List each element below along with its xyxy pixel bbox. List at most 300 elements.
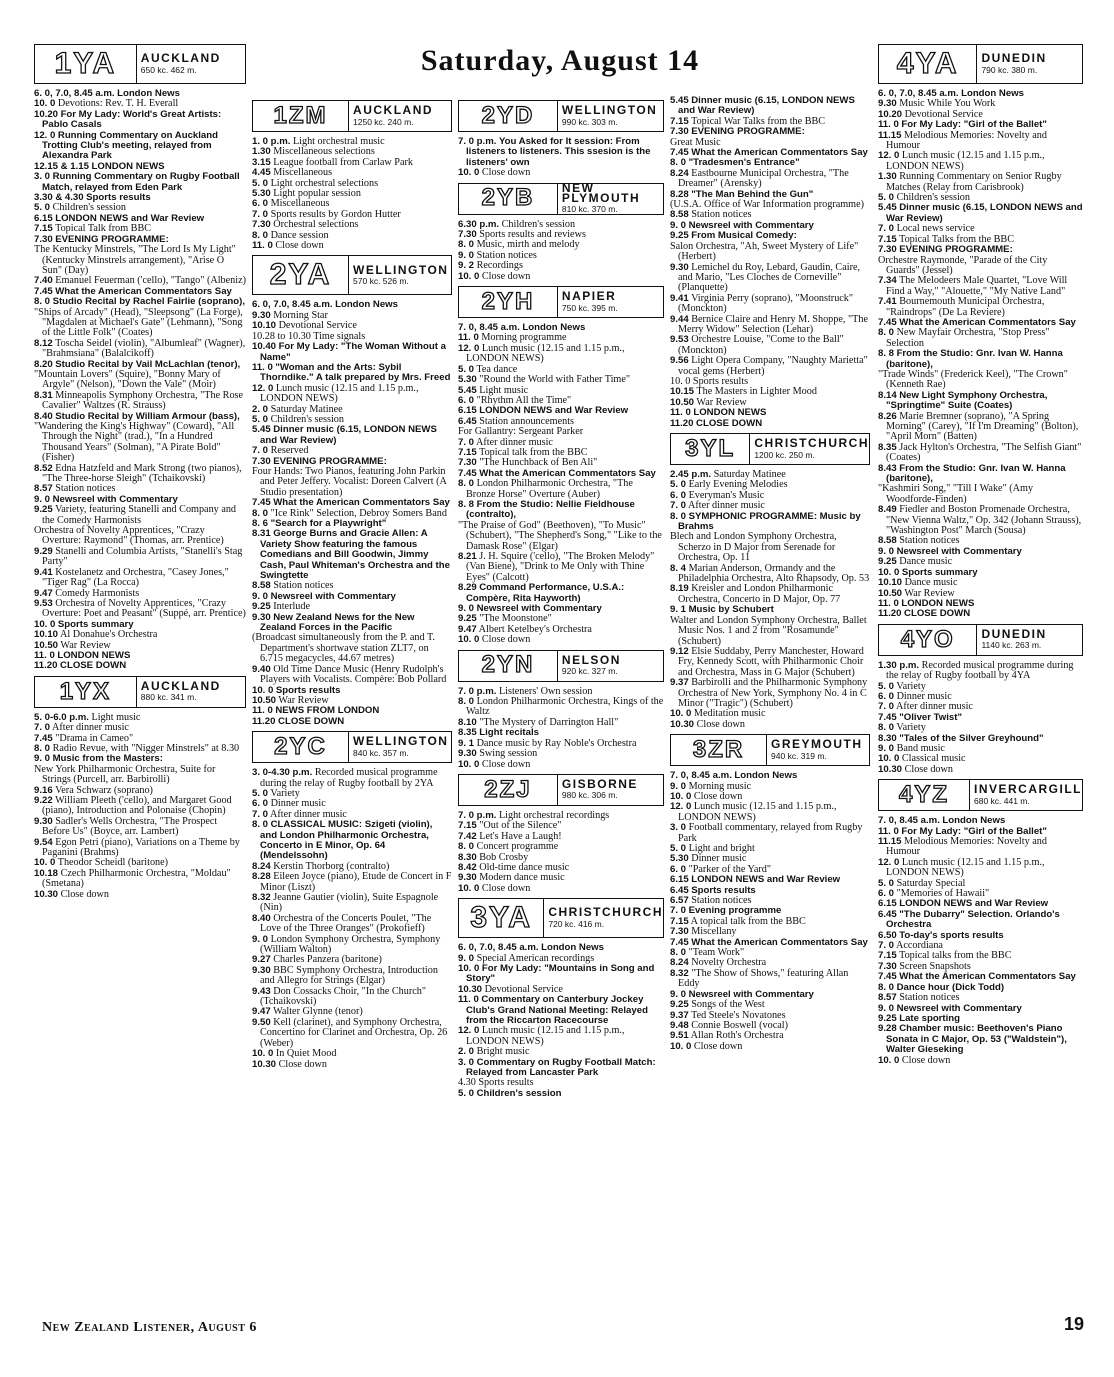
- program-time: 10.50: [252, 694, 277, 706]
- program-description: Don Cossacks Choir, "In the Church" (Tchaikovski): [260, 985, 427, 1008]
- program-description: After dinner music: [476, 436, 553, 448]
- program-description: "Oliver Twist": [899, 711, 963, 723]
- program-time: 10.30: [670, 718, 695, 730]
- program-description: Sports summary: [901, 566, 978, 578]
- program-time: 10.30: [458, 983, 483, 995]
- program-description: Morning music: [688, 780, 752, 792]
- station-header-2yc: [252, 731, 452, 763]
- program-description: Saturday Matinee: [270, 403, 343, 415]
- program-time: 9. 0: [670, 219, 687, 231]
- program-time: 8.20: [34, 358, 53, 370]
- program-time: 11. 0: [458, 994, 479, 1006]
- program-description: Walter and London Symphony Orchestra, Ballet Music Nos. 1 and 2 from "Rosamunde" (Schubert): [670, 614, 867, 647]
- program-time: 7.30: [458, 229, 477, 241]
- program-time: 8.32: [670, 967, 689, 979]
- program-entry: [34, 869, 246, 890]
- program-time: 8.29: [458, 582, 477, 594]
- program-description: Close down: [60, 888, 109, 900]
- program-time: 8. 0: [878, 981, 895, 993]
- program-description: Sadler's Wells Orchestra, "The Prospect Before Us" (Boyce, arr. Lambert): [42, 815, 218, 838]
- program-time: 9.30: [252, 611, 271, 623]
- program-entry: [252, 935, 452, 956]
- program-description: Egon Petri (piano), Variations on a Theme by Paganini (Brahms): [42, 836, 240, 859]
- program-time: 7. 0: [252, 445, 269, 457]
- program-time: 11. 0: [878, 825, 899, 837]
- program-description: Miscellaneous selections: [273, 146, 375, 158]
- station-info: [558, 101, 663, 131]
- program-time: 6. 0, 7.0, 8.45 a.m.: [878, 88, 959, 99]
- column-1: [34, 40, 246, 900]
- station-header-4yo: [878, 624, 1083, 656]
- program-time: 7.41: [878, 296, 897, 308]
- program-description: Marie Bremner (soprano), "A Spring Morning" (Carey), "If I'm Dreaming" (Bolton), "April Morn" (Batten): [886, 410, 1079, 443]
- program-description: After dinner music: [896, 701, 973, 713]
- program-time: 7.30: [878, 244, 897, 256]
- program-time: 2.45 p.m.: [670, 469, 712, 480]
- program-time: 9.51: [670, 1030, 689, 1042]
- program-time: 6.50: [878, 929, 897, 941]
- program-description: Running Commentary on Auckland Trotting Club's meeting, relayed from Alexandra Park: [42, 129, 218, 162]
- program-time: 12. 0: [878, 150, 900, 162]
- program-entry: [670, 335, 870, 356]
- program-description: Late sporting: [899, 1012, 960, 1024]
- program-description: Miscellany: [691, 926, 737, 938]
- program-description: Light popular session: [273, 188, 361, 200]
- program-time: 7.15: [878, 950, 897, 962]
- program-time: 9. 0: [252, 933, 269, 945]
- program-time: 8.42: [458, 861, 477, 873]
- program-description: Station notices: [273, 580, 334, 592]
- station-header-2zj: [458, 774, 664, 806]
- program-description: London Philharmonic Orchestra, Kings of the Waltz: [466, 696, 664, 718]
- program-description: Light Opera Company, "Naughty Marietta" vocal gems (Herbert): [678, 355, 868, 377]
- program-entry: [34, 661, 246, 671]
- program-description: J. H. Squire ('cello), "The Broken Melody" (Van Biene), "Drink to Me Only with Thine Eyes" (Calcott): [466, 551, 655, 583]
- station-call-sign: 4YZ: [879, 780, 970, 810]
- program-time: 9. 0: [878, 742, 895, 754]
- program-time: 5. 0: [878, 877, 895, 889]
- program-time: 8.31: [34, 389, 53, 401]
- program-description: Music by Schubert: [688, 604, 774, 616]
- program-description: Let's Have a Laugh!: [479, 830, 562, 842]
- program-description: "Wandering the King's Highway" (Coward), "All Through the Night" (trad.), "In a Hundred Thousand Years" (Solman), "A Pirate Bold" (Fisher): [34, 421, 235, 464]
- program-description: Newsreel with Commentary: [896, 1002, 1022, 1014]
- station-frequency: 1250 kc. 240 m.: [353, 116, 414, 127]
- program-description: Topical Talk from BBC: [55, 223, 152, 235]
- program-time: 5. 0: [34, 202, 51, 214]
- program-time: 8. 8: [458, 498, 475, 510]
- program-description: LONDON NEWS and War Review: [55, 212, 205, 224]
- program-description: War Review: [696, 396, 747, 408]
- program-description: Dinner music (6.15, LONDON NEWS and War Review): [260, 424, 437, 446]
- program-time: 9.56: [670, 355, 689, 367]
- program-time: 6. 0: [670, 489, 687, 501]
- program-description: League football from Carlaw Park: [273, 156, 413, 168]
- program-time: 9. 0: [458, 249, 475, 261]
- program-description: Evening programme: [688, 905, 782, 917]
- program-description: Modern dance music: [479, 872, 565, 884]
- program-time: 7. 0: [34, 722, 51, 734]
- program-description: Kerstin Thorborg (contralto): [273, 860, 390, 872]
- program-time: 9.53: [670, 334, 689, 346]
- program-time: 7.30: [458, 457, 477, 469]
- program-description: Meditation music: [693, 708, 766, 720]
- program-entry: [34, 422, 246, 464]
- program-description: Morning programme: [481, 332, 567, 344]
- station-info: [977, 625, 1082, 655]
- program-time: 7. 0: [670, 905, 687, 917]
- program-time: 8.49: [878, 504, 897, 516]
- program-entry: [458, 760, 664, 770]
- program-time: 5.45: [458, 384, 477, 396]
- column-2: [252, 96, 452, 1070]
- program-time: 8.58: [878, 535, 897, 547]
- program-time: 7. 0, 8.45 a.m.: [458, 322, 520, 334]
- program-entry: [34, 599, 246, 620]
- program-description: Bournemouth Municipal Orchestra, "Raindrops" (De La Reviere): [886, 296, 1045, 318]
- program-time: 8.24: [670, 957, 689, 969]
- program-time: 5. 0: [458, 363, 475, 375]
- program-time: 8. 0: [878, 327, 895, 339]
- program-time: 10. 0: [34, 618, 56, 630]
- station-header-1ya: [34, 44, 246, 84]
- program-entry: [878, 172, 1083, 193]
- program-time: 9.16: [34, 784, 53, 796]
- program-description: Theodor Scheidl (baritone): [57, 857, 169, 869]
- station-info: [349, 256, 451, 294]
- program-time: 1.30: [878, 171, 897, 183]
- program-entry: [670, 616, 870, 647]
- page-number: 19: [1063, 1314, 1084, 1334]
- program-description: LONDON NEWS: [901, 597, 975, 609]
- program-time: 6.45: [670, 884, 689, 896]
- program-description: Lunch music (12.15 and 1.15 p.m., LONDON NEWS): [260, 382, 419, 405]
- station-frequency: 920 kc. 327 m.: [561, 666, 618, 677]
- program-entry: [34, 110, 246, 131]
- program-time: 12. 0: [34, 129, 56, 141]
- program-time: 8.40: [34, 410, 53, 422]
- program-description: Bernice Claire and Henry M. Shoppe, "The Merry Widow" Selection (Lehar): [678, 313, 868, 335]
- program-entry: [878, 203, 1083, 224]
- program-time: 10. 0: [670, 1040, 692, 1052]
- program-time: 5.30: [458, 374, 477, 386]
- program-time: 7.30: [878, 960, 897, 972]
- program-description: "The Praise of God" (Beethoven), "To Music" (Schubert), "The Shepherd's Song," "Like to the Damask Rose" (Elgar): [458, 519, 662, 552]
- program-time: 8.58: [252, 580, 271, 592]
- program-description: Topical talks from the BBC: [899, 950, 1012, 962]
- program-entry: [458, 500, 664, 521]
- station-call-sign: 4YO: [879, 625, 977, 655]
- program-description: Bright music: [476, 1046, 530, 1058]
- program-description: War Review: [60, 639, 111, 651]
- station-call-sign: 2YB: [459, 184, 558, 214]
- station-frequency: 680 kc. 441 m.: [974, 795, 1030, 806]
- station-city: AUCKLAND: [353, 103, 434, 118]
- program-time: 8. 6: [252, 518, 269, 529]
- program-time: 8. 0: [458, 696, 475, 708]
- program-entry: [878, 370, 1083, 391]
- program-time: 5.30: [670, 853, 689, 865]
- program-time: 9. 1: [458, 737, 475, 749]
- program-time: 6.45: [458, 415, 477, 427]
- program-description: Vera Schwarz (soprano): [55, 784, 153, 796]
- program-description: London News: [942, 815, 1006, 827]
- program-entry: [670, 169, 870, 190]
- program-description: Newsreel with Commentary: [52, 493, 178, 505]
- program-description: Light music: [479, 384, 529, 396]
- program-description: Blech and London Symphony Orchestra, Scherzo in D Major from Serenade for Orchestra, Op. 11: [670, 531, 837, 564]
- program-description: Close down: [901, 1054, 951, 1066]
- program-time: 9.47: [34, 587, 53, 599]
- program-entry: [670, 647, 870, 678]
- program-time: 10.30: [34, 888, 59, 900]
- program-time: 6. 0, 7.0, 8.45 a.m.: [458, 942, 539, 954]
- program-time: 7. 0 p.m.: [458, 136, 497, 147]
- program-time: 9.54: [34, 836, 53, 848]
- program-description: War Review: [904, 587, 955, 599]
- program-description: For My Lady: "Mountains in Song and Story": [466, 962, 655, 985]
- program-time: 8. 0: [34, 742, 51, 754]
- station-city: INVERCARGILL: [974, 782, 1082, 797]
- program-description: Screen Snapshots: [899, 960, 971, 972]
- program-description: Station announcements: [479, 415, 575, 427]
- program-description: "Mountain Lovers" (Squire), "Bonny Mary of Argyle" (Nelson), "Down the Vale" (Moir): [34, 368, 221, 391]
- program-description: Songs of the West: [691, 999, 765, 1011]
- program-entry: [458, 635, 664, 645]
- station-frequency: 790 kc. 380 m.: [981, 64, 1038, 75]
- program-description: Close down: [696, 718, 745, 730]
- program-description: For My Lady: "Girl of the Ballet": [901, 119, 1047, 131]
- program-time: 9.30: [670, 261, 689, 273]
- program-entry: [252, 966, 452, 987]
- program-time: 7.30: [670, 926, 689, 938]
- program-time: 7.30: [252, 455, 271, 467]
- program-time: 10. 0: [458, 270, 480, 282]
- program-entry: [252, 987, 452, 1008]
- program-description: Newsreel with Commentary: [270, 590, 396, 602]
- program-description: Swing session: [479, 748, 538, 760]
- program-entry: [670, 969, 870, 990]
- program-time: 9.47: [458, 623, 477, 635]
- program-entry: [878, 910, 1083, 931]
- program-time: 8. 0: [878, 722, 895, 734]
- station-header-4yz: [878, 779, 1083, 811]
- station-info: [349, 732, 451, 762]
- program-description: Orchestra of Novelty Apprentices, "Crazy Overture: Raymond" (Thomas, arr. Prentice): [34, 525, 224, 547]
- program-time: 6. 0: [878, 888, 895, 900]
- program-description: Al Donahue's Orchestra: [60, 629, 158, 641]
- program-time: 8. 8: [878, 348, 895, 360]
- program-description: Studio Recital by William Armour (bass),: [55, 410, 240, 422]
- program-time: 7.45: [34, 732, 53, 744]
- program-time: 9.30: [458, 748, 477, 760]
- program-entry: [878, 484, 1083, 505]
- station-info: [558, 651, 663, 681]
- program-time: 10.30: [252, 1058, 277, 1070]
- program-time: 9. 0: [34, 493, 51, 505]
- column-4: [670, 96, 870, 1052]
- program-description: Albert Ketelbey's Orchestra: [478, 623, 592, 635]
- program-time: 10. 0: [878, 1054, 900, 1066]
- program-description: Variety, featuring Stanelli and Company and the Comedy Harmonists: [42, 504, 237, 526]
- station-header-4ya: [878, 44, 1083, 84]
- program-description: CLASSICAL MUSIC: Szigeti (violin), and London Philharmonic Orchestra, Concerto in E Minor, Op. 64 (Mendelssohn): [260, 819, 433, 862]
- program-time: 7.15: [34, 223, 53, 235]
- program-description: "The Hunchback of Ben Ali": [479, 457, 598, 469]
- station-header-2yh: [458, 286, 664, 318]
- program-description: Recorded musical programme during the relay of Rugby football by 2YA: [260, 767, 438, 789]
- program-time: 7. 0: [878, 223, 895, 235]
- program-time: 6.15: [34, 212, 53, 224]
- program-description: Sports results: [275, 684, 341, 696]
- program-description: SYMPHONIC PROGRAMME: Music by Brahms: [678, 510, 861, 533]
- program-time: 9.53: [34, 597, 53, 609]
- program-description: Close down: [481, 882, 531, 894]
- program-time: 4.45: [252, 167, 271, 179]
- program-description: Lunch music (12.15 and 1.15 p.m., LONDON NEWS): [886, 856, 1045, 879]
- program-entry: [252, 914, 452, 935]
- program-description: Dinner music: [691, 853, 747, 865]
- program-description: Children's session: [896, 192, 970, 204]
- program-time: 10.20: [878, 108, 903, 120]
- program-time: 5. 0: [252, 177, 269, 189]
- program-description: Virginia Perry (soprano), "Moonstruck" (Monckton): [678, 292, 854, 315]
- program-time: 7.45: [670, 147, 689, 159]
- program-time: 9.30: [252, 309, 271, 321]
- program-time: 7. 0: [878, 940, 895, 952]
- program-entry: [34, 172, 246, 193]
- program-description: Walter Glynne (tenor): [273, 1006, 363, 1018]
- program-description: London Symphony Orchestra, Symphony (William Walton): [260, 933, 441, 956]
- program-time: 8. 0: [458, 478, 475, 490]
- program-description: Charles Panzera (baritone): [273, 954, 382, 966]
- program-description: For My Lady: "Girl of the Ballet": [901, 825, 1047, 837]
- program-time: 6.45: [878, 908, 897, 920]
- program-description: Interlude: [273, 601, 311, 613]
- program-time: 9. 2: [458, 260, 475, 272]
- program-time: 9.43: [252, 985, 271, 997]
- program-time: 5. 0: [670, 479, 687, 491]
- program-entry: [670, 96, 870, 117]
- program-time: 11. 0: [458, 332, 479, 344]
- program-description: Emanuel Feuerman ('cello), "Tango" (Albeniz): [55, 275, 246, 287]
- program-time: 9.25: [458, 613, 477, 625]
- program-entry: [458, 137, 664, 168]
- program-description: Station notices: [691, 895, 752, 907]
- program-time: 3. 0: [34, 171, 51, 183]
- program-entry: [252, 872, 452, 893]
- program-time: 9.27: [252, 954, 271, 966]
- program-time: 5.30: [252, 188, 271, 200]
- program-time: 10.10: [34, 629, 59, 641]
- program-description: 10.28 to 10.30 Time signals: [252, 330, 366, 342]
- program-entry: [670, 584, 870, 605]
- program-time: 5.45: [252, 424, 271, 436]
- program-entry: [878, 765, 1083, 775]
- program-description: Everyman's Music: [688, 489, 765, 501]
- program-time: 5. 0: [458, 1087, 475, 1099]
- program-description: "The Dubarry" Selection. Orlando's Orchestra: [886, 908, 1060, 931]
- station-info: [767, 735, 869, 765]
- program-description: Music, mirth and melody: [476, 239, 580, 251]
- program-description: (U.S.A. Office of War Information programme): [670, 199, 865, 211]
- program-description: New Light Symphony Orchestra, "Springtime" Suite (Coates): [886, 389, 1048, 412]
- station-city: WELLINGTON: [353, 262, 449, 277]
- program-time: 10. 0: [670, 708, 692, 720]
- program-time: 9.25: [252, 601, 271, 613]
- program-time: 9. 0: [34, 753, 51, 765]
- program-description: Orchestra of Novelty Apprentices, "Crazy Overture: Poet and Peasant" (Suppé, arr. Prentice): [42, 597, 246, 620]
- program-entry: [458, 1089, 664, 1099]
- program-entry: [252, 768, 452, 789]
- program-time: 6. 0: [252, 198, 269, 210]
- program-entry: [458, 1026, 664, 1047]
- program-description: Four Hands: Two Pianos, featuring John Parkin and Peter Jeffery. Vocalist: Doreen Calvert (A Studio presentation): [252, 465, 447, 498]
- program-time: 12. 0: [458, 1025, 480, 1037]
- program-time: 11. 0: [252, 240, 273, 252]
- program-description: Station notices: [899, 992, 960, 1004]
- program-description: Ted Steele's Novatones: [691, 1009, 786, 1021]
- program-time: 8.24: [670, 167, 689, 179]
- station-call-sign: 2YC: [253, 732, 349, 762]
- program-description: Lunch music (12.15 and 1.15 p.m., LONDON NEWS): [466, 1025, 625, 1047]
- program-description: Kreisler and London Philharmonic Orchestra, Concerto in D Major, Op. 77: [678, 583, 841, 605]
- program-description: Chamber music: Beethoven's Piano Sonata in C Major, Op. 53 ("Waldstein"), Walter Gieseking: [886, 1023, 1067, 1056]
- program-time: 9.12: [670, 645, 689, 657]
- program-entry: [252, 467, 452, 498]
- station-frequency: 720 kc. 416 m.: [548, 918, 605, 929]
- station-city: NAPIER: [561, 289, 617, 304]
- program-time: 1. 0 p.m.: [252, 136, 291, 147]
- program-time: 8.28: [670, 188, 689, 200]
- program-description: Reserved: [270, 445, 309, 457]
- program-time: 8. 0: [252, 229, 269, 241]
- program-description: Running Commentary on Senior Rugby Matches (Relay from Carisbrook): [886, 171, 1062, 193]
- program-description: To-day's sports results: [899, 929, 1004, 941]
- program-time: 10.50: [670, 396, 695, 408]
- program-time: 7.15: [458, 446, 477, 458]
- program-description: "The Moonstone": [479, 613, 552, 625]
- program-time: 7.45: [34, 285, 53, 297]
- program-description: Dinner music: [896, 690, 952, 702]
- program-time: 7. 0: [252, 208, 269, 220]
- program-description: Newsreel with Commentary: [896, 545, 1022, 557]
- program-entry: [878, 609, 1083, 619]
- station-city: DUNEDIN: [981, 626, 1047, 641]
- program-description: Dinner music (6.15, LONDON NEWS and War Review): [678, 95, 855, 117]
- program-description: After dinner music: [52, 722, 129, 734]
- program-time: 9.37: [670, 1009, 689, 1021]
- program-time: 7.45: [458, 467, 477, 479]
- program-time: 10. 0: [458, 962, 480, 974]
- program-time: 10.50: [34, 639, 59, 651]
- program-entry: [252, 384, 452, 405]
- program-description: Recorded musical programme during the relay of Rugby football by 4YA: [886, 659, 1074, 682]
- program-time: 7.30: [670, 126, 689, 138]
- program-time: 7.45: [878, 711, 897, 723]
- station-call-sign: 4YA: [879, 45, 977, 83]
- program-description: Melodious Memories: Novelty and Humour: [886, 836, 1047, 858]
- program-description: Children's session: [501, 218, 576, 230]
- program-time: 10.20: [34, 108, 59, 120]
- program-description: Orchestre Raymonde, "Parade of the City Guards" (Jessel): [878, 254, 1048, 276]
- program-description: Devotional Service: [278, 320, 357, 332]
- program-time: 9. 0: [670, 988, 687, 1000]
- program-description: Sports results by Gordon Hutter: [270, 208, 401, 220]
- program-time: 9.30: [34, 815, 53, 827]
- program-description: Kostelanetz and Orchestra, "Casey Jones," "Tiger Rag" (La Rocca): [42, 566, 229, 589]
- program-time: 8. 0: [670, 157, 687, 169]
